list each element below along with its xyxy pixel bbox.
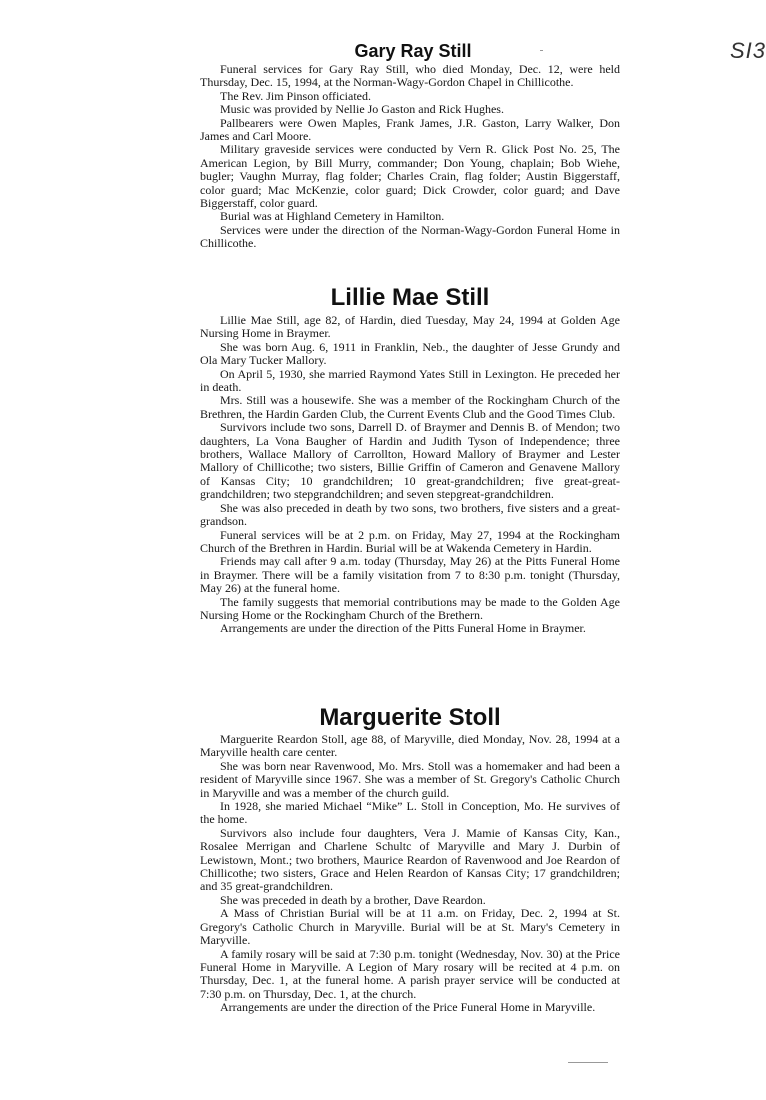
obituary-title: Lillie Mae Still — [330, 284, 490, 311]
obituary-lillie-mae-still — [200, 284, 620, 636]
obituary-title: Gary Ray Still — [354, 41, 472, 61]
obituary-paragraph: Arrangements are under the direction of the Price Funeral Home in Maryville. — [220, 1000, 596, 1015]
obituary-paragraph: Pallbearers were Owen Maples, Frank James, J.R. Gaston, Larry Walker, Don James and Carl Moore. — [200, 115, 620, 144]
scan-speck — [568, 1062, 608, 1063]
obituary-body — [200, 733, 620, 1015]
obituary-paragraph: A family rosary will be said at 7:30 p.m. tonight (Wednesday, Nov. 30) at the Price Funeral Home in Maryville. A Legion of Mary rosary will be recited at 4 p.m. on Thursday, Dec. 1, at the funeral home. A parish prayer service will be conducted at 7:30 p.m. on Thursday, Dec. 1, at the church. — [200, 946, 620, 1001]
obituary-paragraph: A Mass of Christian Burial will be at 11 a.m. on Friday, Dec. 2, 1994 at St. Gregory's Catholic Church in Maryville. Burial will be at St. Mary's Cemetery in Maryville. — [200, 906, 620, 948]
obituary-paragraph: Services were under the direction of the Norman-Wagy-Gordon Funeral Home in Chillicothe. — [200, 222, 620, 251]
obituary-gary-ray-still — [200, 40, 620, 251]
obituary-paragraph: Survivors also include four daughters, Vera J. Mamie of Kansas City, Kan., Rosalee Merrigan and Charlene Schultc of Maryville and Mary J. Durbin of Lewistown, Mont.; two brothers, Maurice Reardon of Ravenwood and Joe Reardon of Chillicothe; two sisters, Grace and Helen Reardon of Kansas City; 17 grandchildren; and 35 great-grandchildren. — [200, 825, 620, 894]
obituary-body — [200, 63, 620, 251]
obituary-paragraph: Arrangements are under the direction of the Pitts Funeral Home in Braymer. — [220, 621, 586, 636]
obituary-paragraph: She was also preceded in death by two sons, two brothers, five sisters and a great-grandson. — [200, 500, 620, 529]
scan-speck — [540, 50, 543, 51]
obituary-paragraph: Mrs. Still was a housewife. She was a member of the Rockingham Church of the Brethren, the Hardin Garden Club, the Current Events Club and the Good Times Club. — [200, 393, 620, 421]
obituary-paragraph: Lillie Mae Still, age 82, of Hardin, died Tuesday, May 24, 1994 at Golden Age Nursing Home in Braymer. — [200, 313, 620, 341]
obituary-paragraph: In 1928, she maried Michael “Mike” L. Stoll in Conception, Mo. He survives of the home. — [200, 799, 620, 827]
obituary-paragraph: Military graveside services were conducted by Vern R. Glick Post No. 25, The American Legion, by Bill Murry, commander; Don Young, chaplain; Bob Wiehe, bugler; Vaughn Murray, flag folder; Charles Crain, flag folder; Austin Biggerstaff, color guard; Mac McKenzie, color guard; Dick Crowder, color guard; and Dave Biggerstaff, color guard. — [200, 142, 620, 211]
obituary-paragraph: Survivors include two sons, Darrell D. of Braymer and Dennis B. of Mendon; two daughters, La Vona Baugher of Hardin and Judith Tyson of Independence; three brothers, Wallace Mallory of Carrollton, Howard Mallory of Braymer and Lester Mallory of Chillicothe; two sisters, Billie Griffin of Cameron and Genavene Mallory of Kansas City; 10 grandchildren; 10 great-grandchildren; five great-great-grandchildren; two stepgrandchildren; and seven stepgreat-grandchildren. — [200, 420, 620, 502]
obituary-paragraph: She was born near Ravenwood, Mo. Mrs. Stoll was a homemaker and had been a resident of Maryville since 1967. She was a member of St. Gregory's Catholic Church in Maryville and was a member of the church guild. — [200, 758, 620, 800]
obituary-paragraph: She was born Aug. 6, 1911 in Franklin, Neb., the daughter of Jesse Grundy and Ola Mary Tucker Mallory. — [200, 339, 620, 368]
obituary-paragraph: On April 5, 1930, she married Raymond Yates Still in Lexington. He preceded her in death. — [200, 366, 620, 395]
obituary-marguerite-stoll — [200, 704, 620, 1015]
obituary-paragraph: Burial was at Highland Cemetery in Hamilton. — [220, 209, 445, 224]
obituary-paragraph: Music was provided by Nellie Jo Gaston and Rick Hughes. — [220, 102, 504, 117]
obituary-paragraph: She was preceded in death by a brother, Dave Reardon. — [220, 892, 486, 907]
obituary-paragraph: The Rev. Jim Pinson officiated. — [220, 88, 371, 103]
obituary-title: Marguerite Stoll — [319, 704, 501, 731]
obituary-paragraph: Funeral services will be at 2 p.m. on Friday, May 27, 1994 at the Rockingham Church of the Brethren in Hardin. Burial will be at Wakenda Cemetery in Hardin. — [200, 527, 620, 555]
page-number-mark: SI3 — [730, 38, 766, 63]
obituary-paragraph: The family suggests that memorial contributions may be made to the Golden Age Nursing Home or the Rockingham Church of the Brethern. — [200, 594, 620, 622]
obituary-paragraph: Funeral services for Gary Ray Still, who died Monday, Dec. 12, were held Thursday, Dec. 15, 1994, at the Norman-Wagy-Gordon Chapel in Chillicothe. — [200, 62, 620, 90]
obituary-body — [200, 314, 620, 636]
obituary-paragraph: Marguerite Reardon Stoll, age 88, of Maryville, died Monday, Nov. 28, 1994 at a Maryville health care center. — [200, 732, 620, 760]
obituary-paragraph: Friends may call after 9 a.m. today (Thursday, May 26) at the Pitts Funeral Home in Braymer. There will be a family visitation from 7 to 8:30 p.m. tonight (Thursday, May 26) at the funeral home. — [200, 554, 620, 596]
